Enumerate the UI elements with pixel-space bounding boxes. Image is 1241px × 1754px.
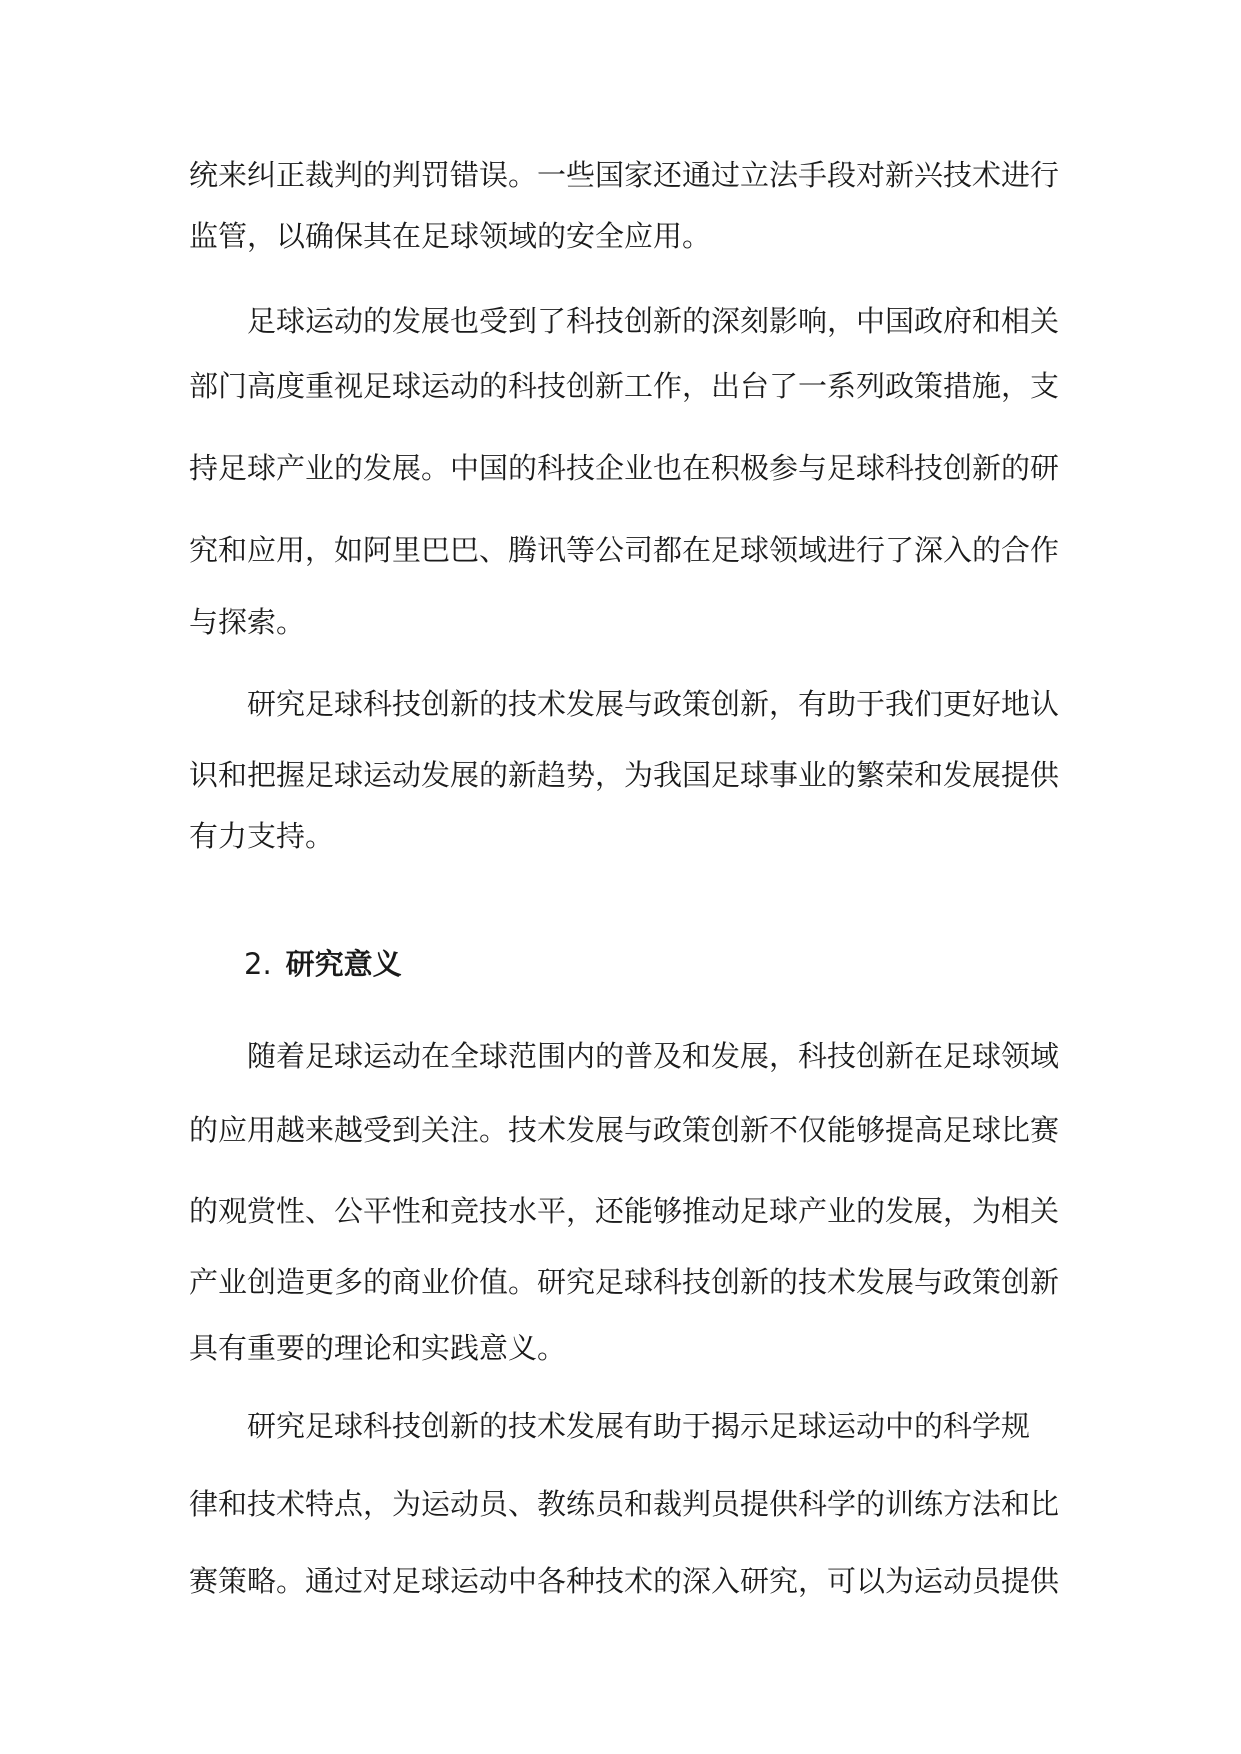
paragraph-5-line-2: 律和技术特点，为运动员、教练员和裁判员提供科学的训练方法和比 — [189, 1487, 1060, 1521]
paragraph-3-line-2: 识和把握足球运动发展的新趋势，为我国足球事业的繁荣和发展提供 — [189, 758, 1060, 792]
section-title: 研究意义 — [285, 947, 402, 981]
paragraph-4-line-1: 随着足球运动在全球范围内的普及和发展，科技创新在足球领域 — [247, 1039, 1060, 1073]
paragraph-5-line-1: 研究足球科技创新的技术发展有助于揭示足球运动中的科学规 — [247, 1409, 1031, 1443]
paragraph-2-line-3: 持足球产业的发展。中国的科技企业也在积极参与足球科技创新的研 — [189, 451, 1060, 485]
section-heading — [244, 944, 402, 984]
paragraph-3-line-1: 研究足球科技创新的技术发展与政策创新，有助于我们更好地认 — [247, 687, 1060, 721]
paragraph-5-line-3: 赛策略。通过对足球运动中各种技术的深入研究，可以为运动员提供 — [189, 1564, 1060, 1598]
paragraph-2-line-2: 部门高度重视足球运动的科技创新工作，出台了一系列政策措施，支 — [189, 369, 1060, 403]
paragraph-2-line-5: 与探索。 — [189, 605, 306, 639]
section-number: 2. — [244, 947, 272, 981]
paragraph-1-line-1: 统来纠正裁判的判罚错误。一些国家还通过立法手段对新兴技术进行 — [189, 158, 1060, 192]
paragraph-4-line-5: 具有重要的理论和实践意义。 — [189, 1331, 567, 1365]
paragraph-3-line-3: 有力支持。 — [189, 819, 335, 853]
paragraph-4-line-2: 的应用越来越受到关注。技术发展与政策创新不仅能够提高足球比赛 — [189, 1113, 1060, 1147]
paragraph-2-line-1: 足球运动的发展也受到了科技创新的深刻影响，中国政府和相关 — [247, 304, 1060, 338]
paragraph-4-line-4: 产业创造更多的商业价值。研究足球科技创新的技术发展与政策创新 — [189, 1265, 1060, 1299]
paragraph-4-line-3: 的观赏性、公平性和竞技水平，还能够推动足球产业的发展，为相关 — [189, 1194, 1060, 1228]
paragraph-1-line-2: 监管，以确保其在足球领域的安全应用。 — [189, 219, 712, 253]
paragraph-2-line-4: 究和应用，如阿里巴巴、腾讯等公司都在足球领域进行了深入的合作 — [189, 533, 1060, 567]
